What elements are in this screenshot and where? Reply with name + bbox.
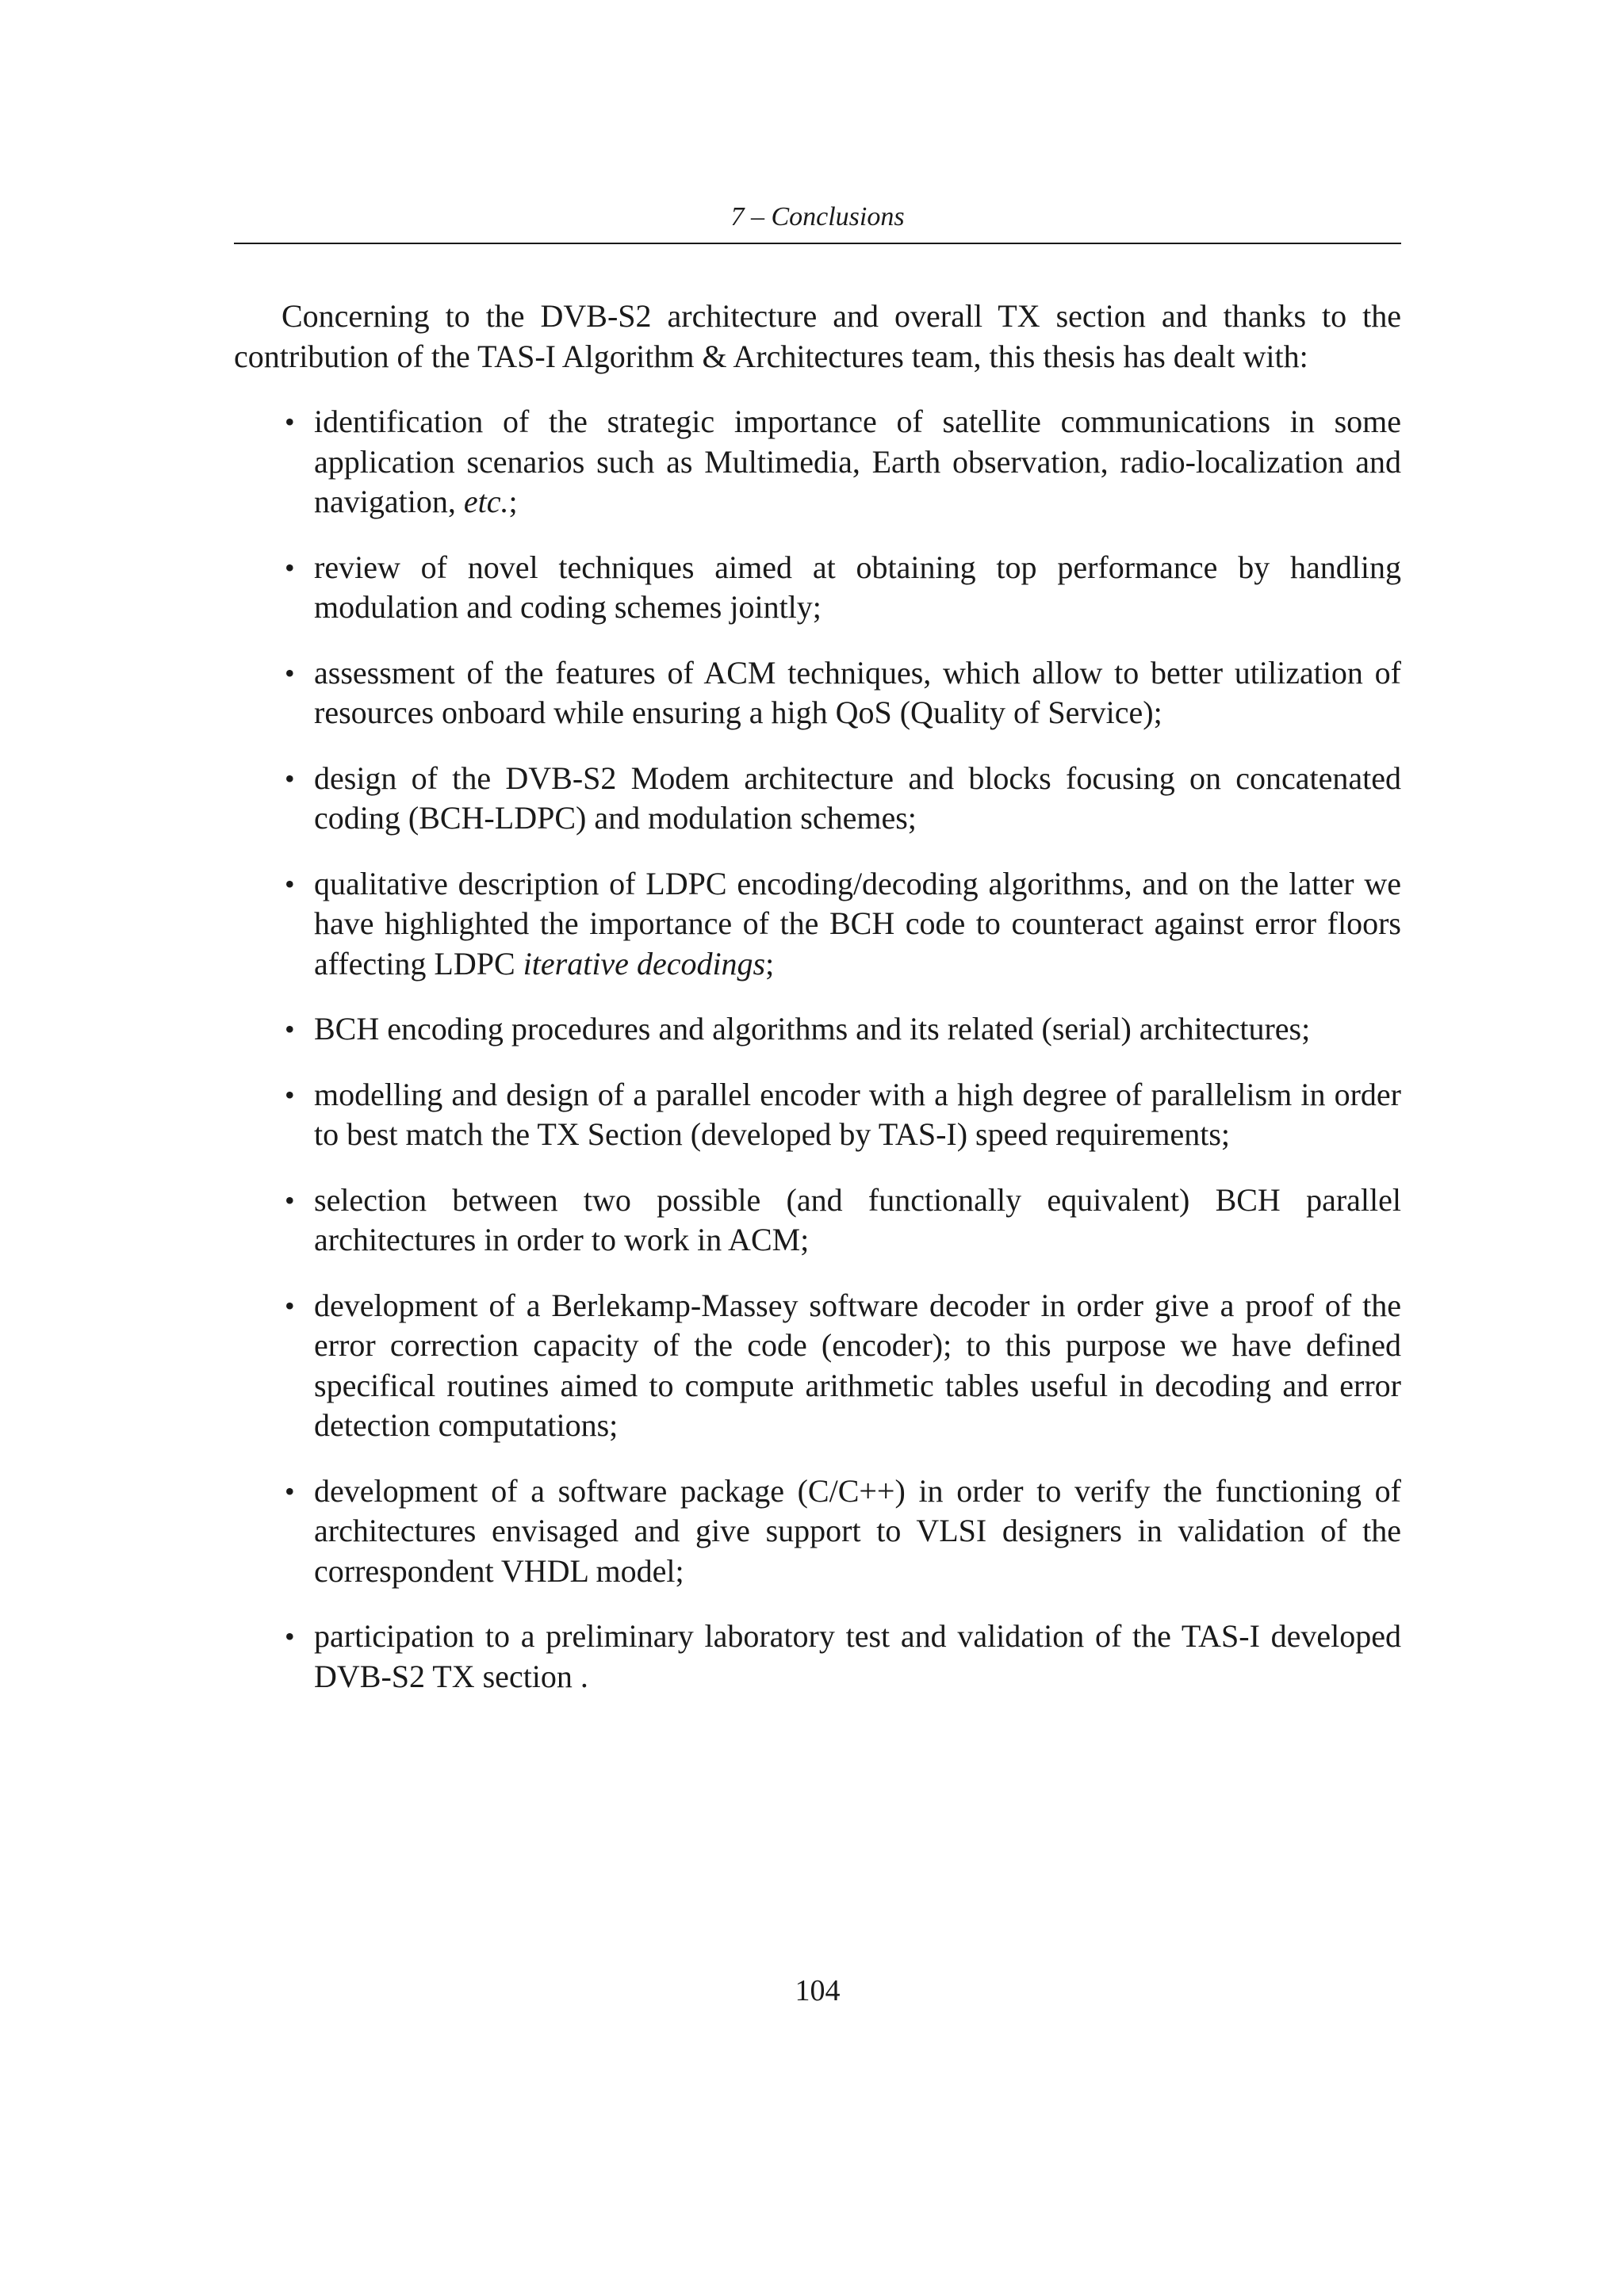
running-header: 7 – Conclusions <box>730 202 905 232</box>
header-rule <box>234 243 1401 244</box>
bullet-icon: • <box>285 1078 295 1111</box>
bullet-icon: • <box>285 1621 295 1652</box>
list-item-text: review of novel techniques aimed at obtaining top performance by handling modulation and coding schemes jointly; <box>314 549 1401 625</box>
intro-paragraph: Concerning to the DVB-S2 architecture and overall TX section and thanks to the contribution of the TAS-I Algorithm & Architectures team, this thesis has dealt with: <box>234 298 1401 374</box>
list-item <box>234 1009 1401 1050</box>
list-item <box>234 1617 1401 1697</box>
list-item-text: design of the DVB-S2 Modem architecture and blocks focusing on concatenated coding (BCH-LDPC) and modulation schemes; <box>314 760 1401 836</box>
list-item <box>234 759 1401 839</box>
list-item-text: participation to a preliminary laboratory test and validation of the TAS-I developed DVB-S2 TX section . <box>314 1618 1401 1694</box>
list-item-text: modelling and design of a parallel encoder with a high degree of parallelism in order to best match the TX Section (developed by TAS-I) speed requirements; <box>314 1076 1401 1152</box>
list-item-text: selection between two possible (and functionally equivalent) BCH parallel architectures in order to work in ACM; <box>314 1181 1401 1257</box>
list-item <box>234 864 1401 985</box>
bullet-icon: • <box>285 1475 295 1507</box>
list-item-text: development of a software package (C/C++) in order to verify the functioning of architectures envisaged and give support to VLSI designers in validation of the correspondent VHDL model; <box>314 1472 1401 1589</box>
bullet-icon: • <box>285 406 295 438</box>
list-item <box>234 402 1401 522</box>
bullet-icon: • <box>285 1013 295 1045</box>
list-item <box>234 1286 1401 1446</box>
list-item <box>234 1181 1401 1261</box>
bullet-icon: • <box>285 867 295 900</box>
list-item <box>234 1075 1401 1155</box>
body-text <box>234 297 1401 1722</box>
list-item-text: identification of the strategic importance of satellite communications in some application scenarios such as Multimedia, Earth observation, radio-localization and navigation, etc.; <box>314 404 1401 519</box>
bullet-icon: • <box>285 1289 295 1322</box>
list-item-text: assessment of the features of ACM techniques, which allow to better utilization of resources onboard while ensuring a high QoS (Quality of Service); <box>314 654 1401 730</box>
bullet-icon: • <box>285 762 295 794</box>
page-number: 104 <box>795 1974 841 2007</box>
list-item <box>234 653 1401 733</box>
list-item-text: BCH encoding procedures and algorithms and its related (serial) architectures; <box>314 1011 1311 1047</box>
list-item-text: development of a Berlekamp-Massey software decoder in order give a proof of the error correction capacity of the code (encoder); to this purpose we have defined specifical routines aimed to compute arithmetic tables useful in decoding and error detection computations; <box>314 1287 1401 1443</box>
bullet-icon: • <box>285 656 295 689</box>
bullet-icon: • <box>285 1184 295 1216</box>
conclusions-list <box>234 402 1401 1697</box>
bullet-icon: • <box>285 551 295 584</box>
list-item-text: qualitative description of LDPC encoding/decoding algorithms, and on the latter we have highlighted the importance of the BCH code to counteract against error floors affecting LDPC iterative decodings; <box>314 865 1401 982</box>
list-item <box>234 1471 1401 1592</box>
list-item <box>234 548 1401 628</box>
